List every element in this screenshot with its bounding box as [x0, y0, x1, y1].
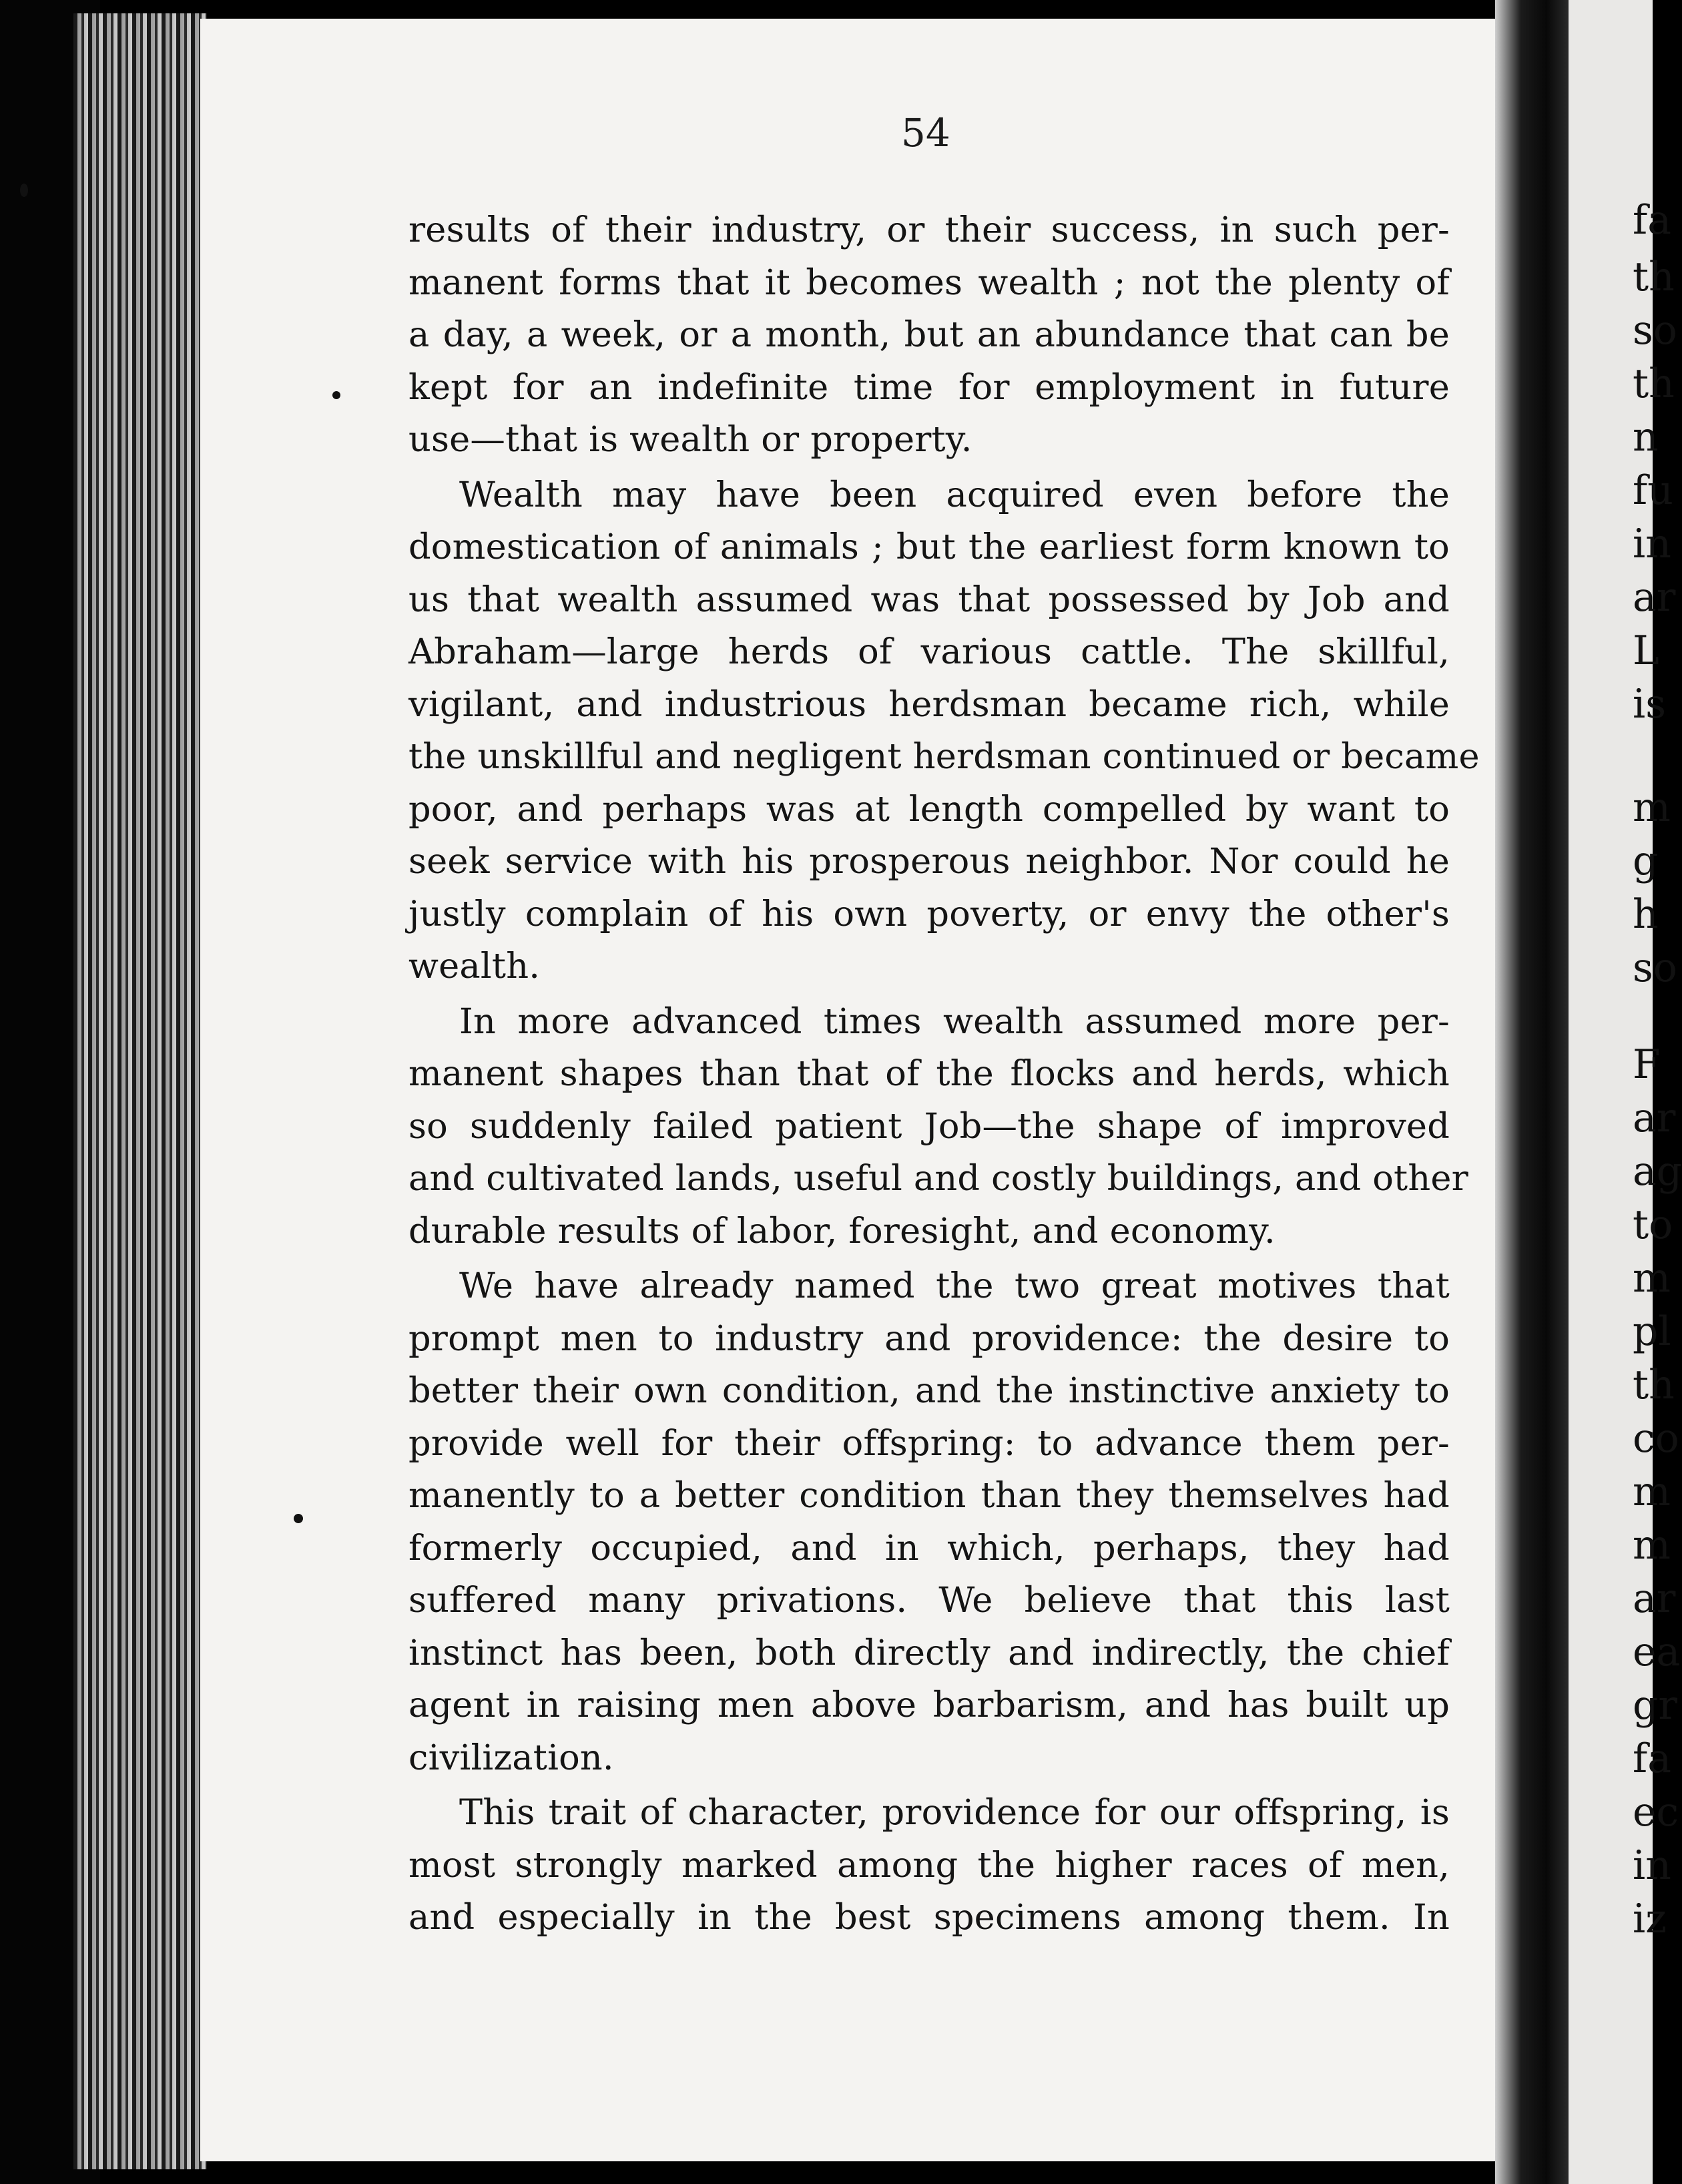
text-line: provide well for their offspring: to advance them per- — [408, 1422, 1450, 1464]
text-line: manent shapes than that of the flocks and herds, which — [408, 1053, 1450, 1094]
facing-fragment: so — [1633, 307, 1677, 354]
paragraph-4 — [408, 1260, 1450, 1784]
text-line: better their own condition, and the instinctive anxiety to — [408, 1370, 1450, 1411]
text-line: kept for an indefinite time for employment in future — [408, 366, 1450, 408]
text-line: This trait of character, providence for our offspring, is — [459, 1792, 1450, 1833]
text-line: justly complain of his own poverty, or envy the other's — [408, 893, 1450, 934]
text-line: most strongly marked among the higher races of men, — [408, 1844, 1450, 1886]
facing-fragment: in — [1633, 521, 1671, 567]
text-line: Wealth may have been acquired even before the — [459, 474, 1450, 515]
text-line: a day, a week, or a month, but an abundance that can be — [408, 314, 1450, 355]
facing-fragment: m — [1633, 1255, 1671, 1302]
facing-fragment: to — [1633, 1201, 1673, 1248]
text-line: vigilant, and industrious herdsman became rich, while — [408, 684, 1450, 725]
page-edges — [73, 13, 207, 2169]
scan-speck — [20, 184, 28, 197]
facing-fragment: in — [1633, 1842, 1671, 1889]
text-line: We have already named the two great motives that — [459, 1266, 1450, 1306]
facing-fragment: h — [1633, 891, 1659, 938]
facing-fragment: g — [1633, 838, 1659, 884]
text-line: wealth. — [408, 946, 541, 987]
facing-fragment: F — [1633, 1041, 1661, 1088]
facing-fragment: th — [1633, 360, 1675, 407]
facing-fragment: th — [1633, 254, 1675, 300]
facing-fragment: ar — [1633, 1575, 1676, 1622]
facing-fragment: iz — [1633, 1896, 1667, 1942]
paragraph-3 — [408, 996, 1468, 1258]
facing-fragment: L — [1633, 627, 1659, 674]
text-line: use—that is wealth or property. — [408, 419, 972, 460]
facing-fragment: ag — [1633, 1148, 1682, 1195]
facing-fragment: is — [1633, 681, 1666, 728]
text-line: prompt men to industry and providence: the desire to — [408, 1318, 1450, 1359]
facing-fragment: ec — [1633, 1789, 1679, 1836]
facing-fragment: fu — [1633, 467, 1673, 514]
facing-fragment: ea — [1633, 1629, 1681, 1675]
text-line: and especially in the best specimens among them. In — [408, 1897, 1450, 1938]
text-line: suffered many privations. We believe that this last — [408, 1580, 1450, 1621]
text-line: domestication of animals ; but the earliest form known to — [408, 527, 1450, 567]
text-line: In more advanced times wealth assumed more per- — [459, 1001, 1450, 1042]
text-line: durable results of labor, foresight, and economy. — [408, 1210, 1276, 1252]
facing-fragment: fa — [1633, 1735, 1671, 1782]
facing-page — [1569, 0, 1682, 2184]
facing-fragment: th — [1633, 1362, 1675, 1408]
facing-fragment: m — [1633, 784, 1671, 831]
facing-fragment: co — [1633, 1415, 1679, 1462]
facing-fragment: fa — [1633, 197, 1671, 244]
body-text — [408, 204, 1480, 1944]
page-number: 54 — [901, 110, 950, 156]
text-line: civilization. — [408, 1737, 614, 1778]
text-line: results of their industry, or their success, in such per- — [408, 210, 1450, 250]
text-line: manently to a better condition than they themselves had — [408, 1475, 1450, 1516]
text-line: formerly occupied, and in which, perhaps, they had — [408, 1527, 1450, 1569]
scan-speck — [332, 391, 340, 399]
facing-fragment: pl — [1633, 1308, 1671, 1355]
paragraph-1 — [408, 204, 1450, 467]
facing-fragment: ar — [1633, 574, 1676, 621]
book-spine — [1495, 0, 1569, 2184]
text-line: manent forms that it becomes wealth ; not the plenty of — [408, 262, 1450, 303]
text-line: poor, and perhaps was at length compelled by want to — [408, 788, 1450, 830]
scan-speck — [294, 1514, 303, 1523]
text-line: seek service with his prosperous neighbor. Nor could he — [408, 841, 1450, 882]
facing-fragment: ar — [1633, 1095, 1676, 1141]
text-line: Abraham—large herds of various cattle. The skillful, — [408, 631, 1450, 672]
facing-fragment: gr — [1633, 1682, 1678, 1729]
facing-fragment: so — [1633, 944, 1677, 991]
text-line: the unskillful and negligent herdsman continued or became — [408, 736, 1480, 777]
facing-fragment: m — [1633, 1522, 1671, 1569]
text-line: agent in raising men above barbarism, and has built up — [408, 1685, 1450, 1725]
paragraph-5 — [408, 1787, 1450, 1944]
text-line: so suddenly failed patient Job—the shape of improved — [408, 1105, 1450, 1147]
text-line: us that wealth assumed was that possessed by Job and — [408, 579, 1450, 620]
text-line: and cultivated lands, useful and costly buildings, and other — [408, 1158, 1468, 1199]
facing-fragment: m — [1633, 1468, 1671, 1515]
paragraph-2 — [408, 469, 1480, 993]
text-line: instinct has been, both directly and indirectly, the chief — [408, 1632, 1450, 1673]
facing-fragment: n — [1633, 414, 1659, 461]
